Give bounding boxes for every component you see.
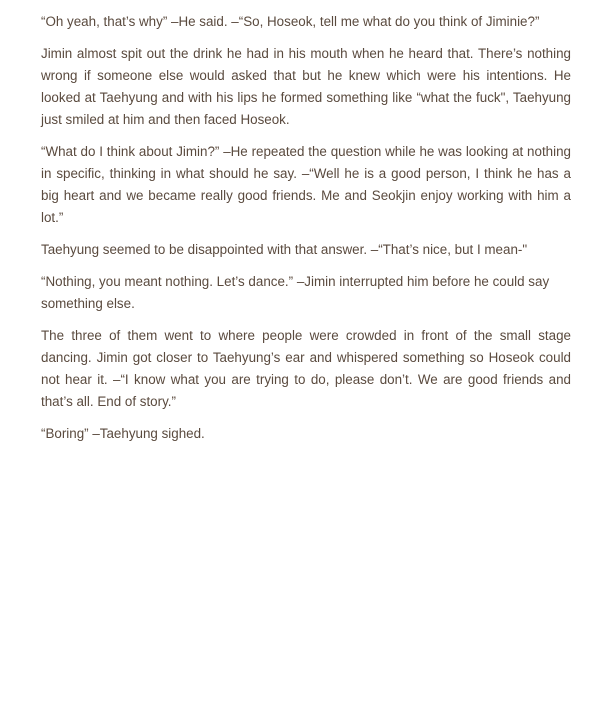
- paragraph-6: The three of them went to where people were crowded in front of the small stage dancing. Jimin got closer to Taehyung’s ear and whispered something so Hoseok could not hear it. –“I know what you are trying to do, please don’t. We are good friends and that’s all. End of story.”: [41, 328, 571, 409]
- paragraph-5: “Nothing, you meant nothing. Let’s dance.” –Jimin interrupted him before he could say something else.: [41, 274, 550, 311]
- paragraph-3: “What do I think about Jimin?” –He repeated the question while he was looking at nothing in specific, thinking in what should he say. –“Well he is a good person, I think he has a big heart and we became really good friends. Me and Seokjin enjoy working with him a lot.”: [41, 144, 571, 225]
- paragraph-4: Taehyung seemed to be disappointed with that answer. –“That’s nice, but I mean-": [41, 242, 528, 257]
- story-page: [41, 11, 571, 455]
- paragraph-7: “Boring” –Taehyung sighed.: [41, 426, 205, 441]
- paragraph-2: Jimin almost spit out the drink he had in his mouth when he heard that. There’s nothing wrong if someone else would asked that but he knew which were his intentions. He looked at Taehyung and with his lips he formed something like “what the fuck", Taehyung just smiled at him and then faced Hoseok.: [41, 46, 571, 127]
- paragraph-1: “Oh yeah, that’s why” –He said. –“So, Hoseok, tell me what do you think of Jiminie?”: [41, 14, 540, 29]
